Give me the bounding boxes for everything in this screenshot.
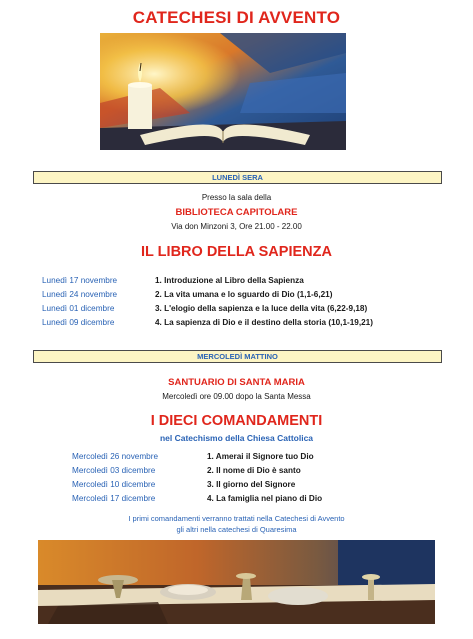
list-item [42,318,114,327]
venue-name: BIBLIOTECA CAPITOLARE [175,207,298,218]
venue-address: Via don Minzoni 3, Ore 21.00 - 22.00 [171,222,302,231]
item-date: Lunedì 09 dicembre [42,318,115,327]
item-date: Mercoledì 17 dicembre [72,494,156,503]
footnote-line-2: gli altri nella catechesi di Quaresima [176,525,297,534]
page-title: CATECHESI DI AVVENTO [132,8,341,27]
list-item-text: 2. Il nome di Dio è santo [207,466,301,475]
list-item [72,480,155,489]
mass-time: Mercoledì ore 09.00 dopo la Santa Messa [162,392,311,401]
candle-book-image [100,33,346,150]
item-date: Lunedì 01 dicembre [42,304,115,313]
footnote-line-1: I primi comandamenti verranno trattati nella Catechesi di Avvento [128,514,345,523]
list-item-text: 3. Il giorno del Signore [207,480,296,489]
list-item-text: 2. La vita umana e lo sguardo di Dio (1,1-6,21) [155,290,333,299]
section-heading: I DIECI COMANDAMENTI [150,413,323,429]
supper-table-image [38,540,435,624]
list-item-text: 1. Amerai il Signore tuo Dio [207,452,314,461]
section-band-wednesday: MERCOLEDÌ MATTINO [33,350,442,363]
list-item [42,276,117,285]
item-date: Mercoledì 26 novembre [72,452,159,461]
list-item-text: 3. L'elogio della sapienza e la luce della vita (6,22-9,18) [155,304,368,313]
section-heading: IL LIBRO DELLA SAPIENZA [141,244,332,260]
list-item [42,290,117,299]
list-item [72,466,155,475]
list-item [72,452,158,461]
list-item [42,304,114,313]
item-date: Lunedì 17 novembre [42,276,118,285]
item-date: Mercoledì 10 dicembre [72,480,156,489]
list-item-text: 1. Introduzione al Libro della Sapienza [155,276,304,285]
section-band-monday: LUNEDÌ SERA [33,171,442,184]
list-item [72,494,155,503]
section-subheading: nel Catechismo della Chiesa Cattolica [159,433,314,443]
list-item-text: 4. La famiglia nel piano di Dio [207,494,323,503]
location-intro: Presso la sala della [201,193,272,202]
list-item-text: 4. La sapienza di Dio e il destino della storia (10,1-19,21) [155,318,373,327]
item-date: Lunedì 24 novembre [42,290,118,299]
item-date: Mercoledì 03 dicembre [72,466,156,475]
venue-name: SANTUARIO DI SANTA MARIA [168,377,305,388]
